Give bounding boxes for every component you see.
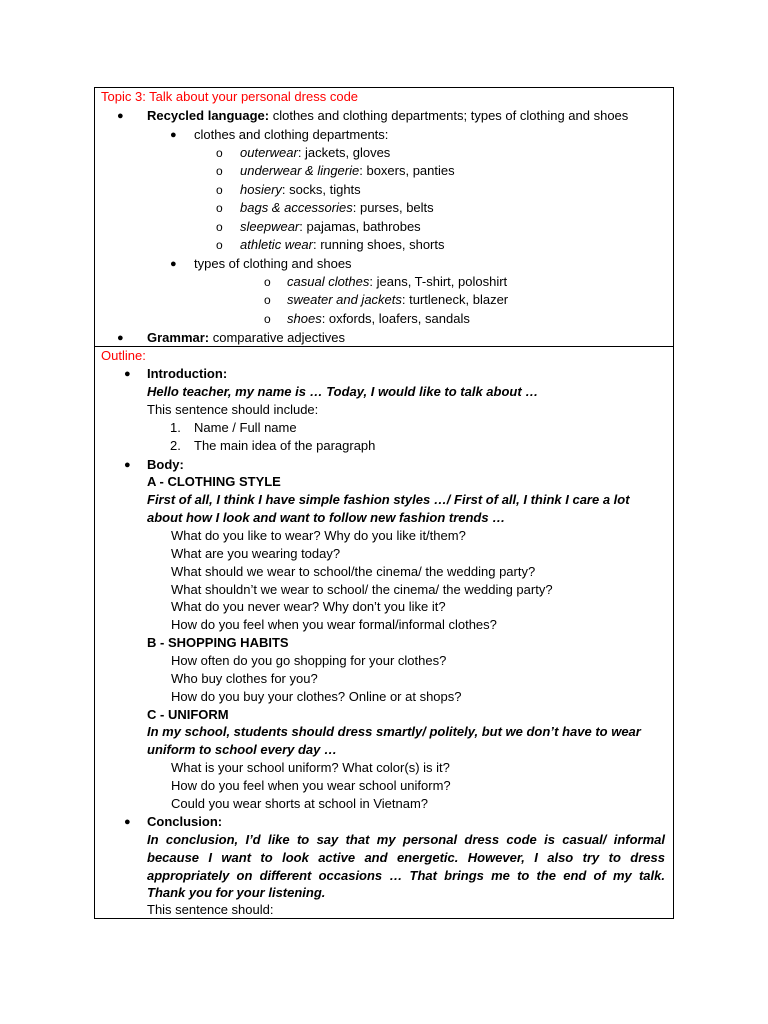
type-item — [287, 310, 470, 328]
section-a-heading: A - CLOTHING STYLE — [147, 474, 281, 489]
body-heading: Body: — [147, 457, 184, 472]
circle-bullet-icon: o — [264, 275, 271, 289]
question-item: What do you like to wear? Why do you like it/them? — [171, 528, 466, 543]
department-examples: : jackets, gloves — [297, 145, 391, 160]
question-item: What shouldn’t we wear to school/ the cinema/ the wedding party? — [171, 582, 553, 597]
department-term: sleepwear — [240, 219, 300, 234]
circle-bullet-icon: o — [216, 238, 223, 252]
department-item — [240, 236, 445, 254]
dress-code-table — [94, 87, 674, 919]
department-item — [240, 199, 434, 217]
section-c-heading: C - UNIFORM — [147, 707, 229, 722]
departments-heading: clothes and clothing departments: — [194, 127, 389, 142]
circle-bullet-icon: o — [264, 312, 271, 326]
department-term: hosiery — [240, 182, 282, 197]
department-examples: : pajamas, bathrobes — [299, 219, 421, 234]
circle-bullet-icon: o — [216, 220, 223, 234]
conclusion-heading: Conclusion: — [147, 814, 223, 829]
question-item: Who buy clothes for you? — [171, 671, 318, 686]
type-term: shoes — [287, 311, 322, 326]
question-item: What is your school uniform? What color(s) is it? — [171, 760, 450, 775]
question-item: How do you feel when you wear formal/informal clothes? — [171, 617, 497, 632]
type-item — [287, 291, 508, 309]
grammar-text: comparative adjectives — [209, 330, 345, 345]
conclusion-line: In conclusion, I’d like to say that my personal dress code is casual/ informal — [147, 832, 665, 847]
type-examples: : jeans, T-shirt, poloshirt — [369, 274, 508, 289]
circle-bullet-icon: o — [216, 146, 223, 160]
types-heading: types of clothing and shoes — [194, 256, 352, 271]
list-number: 2. — [170, 438, 181, 453]
recycled-language-text: clothes and clothing departments; types of clothing and shoes — [269, 108, 629, 123]
type-item — [287, 273, 507, 291]
bullet-icon: ● — [124, 816, 131, 828]
introduction-note: This sentence should include: — [147, 402, 319, 417]
bullet-icon: ● — [170, 129, 177, 141]
question-item: What should we wear to school/the cinema/ the wedding party? — [171, 564, 536, 579]
bullet-icon: ● — [124, 459, 131, 471]
department-examples: : running shoes, shorts — [312, 237, 445, 252]
introduction-sample: Hello teacher, my name is … Today, I would like to talk about … — [147, 384, 539, 399]
conclusion-line: appropriately on different occasions … That brings me to the end of my talk. — [147, 868, 665, 883]
department-examples: : socks, tights — [281, 182, 361, 197]
type-term: casual clothes — [287, 274, 370, 289]
question-item: How often do you go shopping for your clothes? — [171, 653, 447, 668]
question-item: What are you wearing today? — [171, 546, 341, 561]
type-examples: : turtleneck, blazer — [401, 292, 509, 307]
section-a-sample: First of all, I think I have simple fashion styles …/ First of all, I think I care a lot — [147, 492, 630, 507]
circle-bullet-icon: o — [216, 183, 223, 197]
question-item: Could you wear shorts at school in Vietnam? — [171, 796, 429, 811]
introduction-item: Name / Full name — [194, 420, 297, 435]
recycled-language-label: Recycled language: — [147, 108, 270, 123]
department-term: bags & accessories — [240, 200, 353, 215]
department-item — [240, 162, 455, 180]
outline-cell — [95, 347, 673, 918]
introduction-item: The main idea of the paragraph — [194, 438, 376, 453]
department-term: athletic wear — [240, 237, 313, 252]
section-c-sample: In my school, students should dress smartly/ politely, but we don’t have to wear — [147, 724, 641, 739]
question-item: How do you feel when you wear school uniform? — [171, 778, 451, 793]
topic-cell — [95, 88, 673, 347]
type-examples: : oxfords, loafers, sandals — [321, 311, 470, 326]
circle-bullet-icon: o — [216, 164, 223, 178]
outline-label: Outline: — [101, 348, 146, 363]
department-item — [240, 181, 361, 199]
bullet-icon: ● — [170, 258, 177, 270]
conclusion-note: This sentence should: — [147, 902, 274, 917]
circle-bullet-icon: o — [216, 201, 223, 215]
section-c-sample: uniform to school every day … — [147, 742, 337, 757]
question-item: How do you buy your clothes? Online or at shops? — [171, 689, 462, 704]
circle-bullet-icon: o — [264, 293, 271, 307]
department-examples: : purses, belts — [352, 200, 434, 215]
introduction-heading: Introduction: — [147, 366, 228, 381]
recycled-language-line — [147, 107, 628, 125]
grammar-label: Grammar: — [147, 330, 210, 345]
department-term: underwear & lingerie — [240, 163, 360, 178]
question-item: What do you never wear? Why don’t you like it? — [171, 599, 446, 614]
conclusion-line: because I want to look active and energetic. However, I also try to dress — [147, 850, 665, 865]
bullet-icon: ● — [117, 110, 124, 122]
topic-title: Topic 3: Talk about your personal dress code — [101, 89, 359, 104]
bullet-icon: ● — [124, 368, 131, 380]
department-term: outerwear — [240, 145, 298, 160]
department-item — [240, 218, 421, 236]
list-number: 1. — [170, 420, 181, 435]
department-examples: : boxers, panties — [359, 163, 455, 178]
department-item — [240, 144, 390, 162]
type-term: sweater and jackets — [287, 292, 402, 307]
section-a-sample: about how I look and want to follow new fashion trends … — [147, 510, 506, 525]
section-b-heading: B - SHOPPING HABITS — [147, 635, 289, 650]
grammar-line — [147, 329, 345, 347]
bullet-icon: ● — [117, 332, 124, 344]
conclusion-thanks: Thank you for your listening. — [147, 885, 326, 900]
